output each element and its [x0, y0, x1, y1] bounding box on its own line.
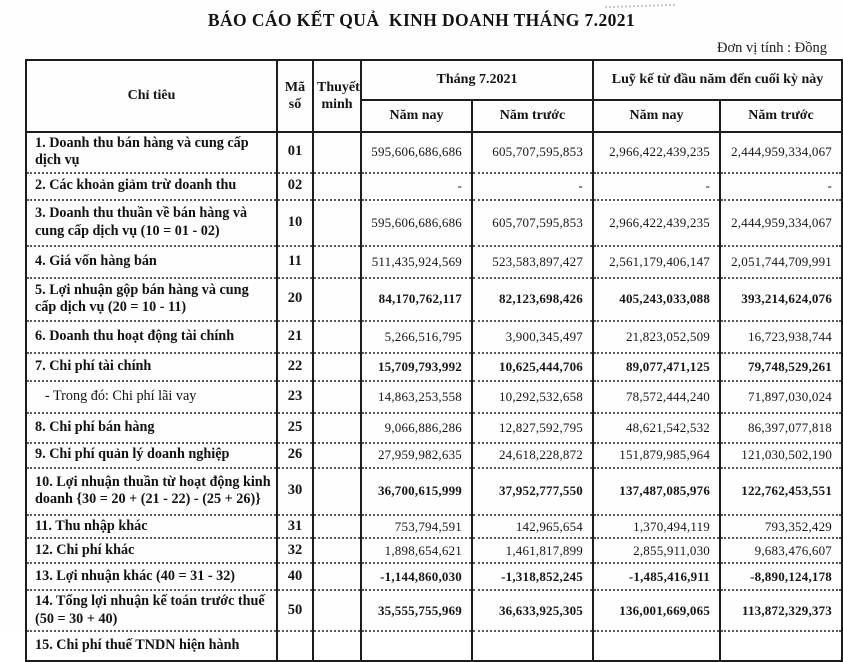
value-cell: 89,077,471,125 [593, 353, 720, 381]
value-cell [472, 631, 593, 661]
value-cell: 511,435,924,569 [361, 246, 472, 278]
row-note-cell [313, 132, 361, 173]
value-cell: 10,292,532,658 [472, 381, 593, 413]
row-note-cell [313, 590, 361, 631]
table-row [26, 353, 842, 381]
header-month-this-year: Năm nay [361, 100, 472, 132]
table-header [26, 60, 842, 132]
row-note-cell [313, 468, 361, 515]
value-cell [720, 631, 842, 661]
value-cell: 10,625,444,706 [472, 353, 593, 381]
header-month-last-year: Năm trước [472, 100, 593, 132]
row-label-cell: 3. Doanh thu thuần về bán hàng và cung cấp dịch vụ (10 = 01 - 02) [26, 200, 277, 246]
value-cell: 753,794,591 [361, 515, 472, 539]
row-note-cell [313, 246, 361, 278]
value-cell: 35,555,755,969 [361, 590, 472, 631]
row-label-cell: - Trong đó: Chi phí lãi vay [26, 381, 277, 413]
table-row [26, 515, 842, 539]
row-label-cell: 9. Chi phí quản lý doanh nghiệp [26, 443, 277, 468]
row-code-cell: 21 [277, 321, 313, 353]
value-cell: - [593, 173, 720, 200]
row-label-cell: 1. Doanh thu bán hàng và cung cấp dịch vụ [26, 132, 277, 173]
value-cell [593, 631, 720, 661]
row-label-cell: 5. Lợi nhuận gộp bán hàng và cung cấp dịch vụ (20 = 10 - 11) [26, 278, 277, 321]
value-cell: 137,487,085,976 [593, 468, 720, 515]
row-label-cell: 10. Lợi nhuận thuần từ hoạt động kinh doanh {30 = 20 + (21 - 22) - (25 + 26)} [26, 468, 277, 515]
table-row [26, 443, 842, 468]
row-label-cell: 8. Chi phí bán hàng [26, 413, 277, 443]
table-row [26, 590, 842, 631]
value-cell: 84,170,762,117 [361, 278, 472, 321]
table-row [26, 631, 842, 661]
value-cell: 3,900,345,497 [472, 321, 593, 353]
table-row [26, 321, 842, 353]
value-cell: 136,001,669,065 [593, 590, 720, 631]
value-cell: 151,879,985,964 [593, 443, 720, 468]
row-label-cell: 13. Lợi nhuận khác (40 = 31 - 32) [26, 563, 277, 590]
value-cell: 2,966,422,439,235 [593, 200, 720, 246]
row-label-cell: 14. Tổng lợi nhuận kế toán trước thuế (50 = 30 + 40) [26, 590, 277, 631]
value-cell: 12,827,592,795 [472, 413, 593, 443]
row-label-cell: 12. Chi phí khác [26, 538, 277, 563]
row-note-cell [313, 515, 361, 539]
value-cell: -1,144,860,030 [361, 563, 472, 590]
row-code-cell: 50 [277, 590, 313, 631]
income-statement-table [25, 59, 843, 662]
value-cell: 595,606,686,686 [361, 132, 472, 173]
row-label-cell: 15. Chi phí thuế TNDN hiện hành [26, 631, 277, 661]
table-row [26, 132, 842, 173]
row-code-cell: 40 [277, 563, 313, 590]
value-cell: - [361, 173, 472, 200]
row-code-cell: 01 [277, 132, 313, 173]
currency-unit-note: Đơn vị tính : Đồng [717, 40, 827, 56]
row-code-cell: 10 [277, 200, 313, 246]
row-label-cell: 6. Doanh thu hoạt động tài chính [26, 321, 277, 353]
row-code-cell: 32 [277, 538, 313, 563]
table-row [26, 413, 842, 443]
value-cell: 71,897,030,024 [720, 381, 842, 413]
value-cell: -1,318,852,245 [472, 563, 593, 590]
table-row [26, 563, 842, 590]
value-cell: 2,051,744,709,991 [720, 246, 842, 278]
value-cell: 24,618,228,872 [472, 443, 593, 468]
value-cell [361, 631, 472, 661]
value-cell: 113,872,329,373 [720, 590, 842, 631]
value-cell: 16,723,938,744 [720, 321, 842, 353]
value-cell: 1,461,817,899 [472, 538, 593, 563]
table-row [26, 200, 842, 246]
table-row [26, 381, 842, 413]
value-cell: 14,863,253,558 [361, 381, 472, 413]
value-cell: 2,444,959,334,067 [720, 132, 842, 173]
row-note-cell [313, 200, 361, 246]
row-note-cell [313, 173, 361, 200]
value-cell: 393,214,624,076 [720, 278, 842, 321]
row-note-cell [313, 353, 361, 381]
row-label-cell: 2. Các khoản giảm trừ doanh thu [26, 173, 277, 200]
value-cell: 2,444,959,334,067 [720, 200, 842, 246]
value-cell: 37,952,777,550 [472, 468, 593, 515]
value-cell: 78,572,444,240 [593, 381, 720, 413]
table-row [26, 246, 842, 278]
header-cumulative-group: Luỹ kế từ đầu năm đến cuối kỳ này [593, 60, 842, 100]
value-cell: 86,397,077,818 [720, 413, 842, 443]
value-cell: 1,898,654,621 [361, 538, 472, 563]
value-cell: 9,683,476,607 [720, 538, 842, 563]
row-note-cell [313, 321, 361, 353]
row-code-cell: 20 [277, 278, 313, 321]
table-row [26, 173, 842, 200]
row-note-cell [313, 443, 361, 468]
value-cell: 142,965,654 [472, 515, 593, 539]
header-cum-last-year: Năm trước [720, 100, 842, 132]
row-note-cell [313, 278, 361, 321]
row-code-cell: 30 [277, 468, 313, 515]
value-cell: 121,030,502,190 [720, 443, 842, 468]
value-cell: 5,266,516,795 [361, 321, 472, 353]
table-row [26, 468, 842, 515]
row-code-cell: 23 [277, 381, 313, 413]
row-note-cell [313, 631, 361, 661]
header-cum-this-year: Năm nay [593, 100, 720, 132]
value-cell: 9,066,886,286 [361, 413, 472, 443]
value-cell: 27,959,982,635 [361, 443, 472, 468]
row-code-cell: 25 [277, 413, 313, 443]
value-cell: 122,762,453,551 [720, 468, 842, 515]
value-cell: 605,707,595,853 [472, 200, 593, 246]
row-code-cell: 22 [277, 353, 313, 381]
value-cell: 2,966,422,439,235 [593, 132, 720, 173]
table-row [26, 278, 842, 321]
value-cell: 79,748,529,261 [720, 353, 842, 381]
value-cell: -1,485,416,911 [593, 563, 720, 590]
value-cell: 523,583,897,427 [472, 246, 593, 278]
row-note-cell [313, 563, 361, 590]
report-title: BÁO CÁO KẾT QUẢ KINH DOANH THÁNG 7.2021 [207, 10, 636, 30]
row-code-cell: 02 [277, 173, 313, 200]
row-note-cell [313, 538, 361, 563]
value-cell: 2,561,179,406,147 [593, 246, 720, 278]
value-cell: 2,855,911,030 [593, 538, 720, 563]
row-label-cell: 11. Thu nhập khác [26, 515, 277, 539]
value-cell: 15,709,793,992 [361, 353, 472, 381]
header-period-group: Tháng 7.2021 [361, 60, 593, 100]
row-label-cell: 4. Giá vốn hàng bán [26, 246, 277, 278]
value-cell: 595,606,686,686 [361, 200, 472, 246]
table-row [26, 538, 842, 563]
value-cell: 21,823,052,509 [593, 321, 720, 353]
header-criteria: Chỉ tiêu [26, 60, 277, 132]
row-code-cell: 11 [277, 246, 313, 278]
row-note-cell [313, 413, 361, 443]
row-label-cell: 7. Chi phí tài chính [26, 353, 277, 381]
row-note-cell [313, 381, 361, 413]
row-code-cell: 31 [277, 515, 313, 539]
header-notes: Thuyết minh [313, 60, 361, 132]
value-cell: - [472, 173, 593, 200]
table-body [26, 132, 842, 661]
value-cell: 793,352,429 [720, 515, 842, 539]
row-code-cell: 26 [277, 443, 313, 468]
value-cell: 405,243,033,088 [593, 278, 720, 321]
value-cell: -8,890,124,178 [720, 563, 842, 590]
value-cell: 36,700,615,999 [361, 468, 472, 515]
value-cell: 48,621,542,532 [593, 413, 720, 443]
header-code: Mã số [277, 60, 313, 132]
value-cell: 36,633,925,305 [472, 590, 593, 631]
value-cell: 1,370,494,119 [593, 515, 720, 539]
value-cell: 605,707,595,853 [472, 132, 593, 173]
row-code-cell [277, 631, 313, 661]
value-cell: 82,123,698,426 [472, 278, 593, 321]
value-cell: - [720, 173, 842, 200]
